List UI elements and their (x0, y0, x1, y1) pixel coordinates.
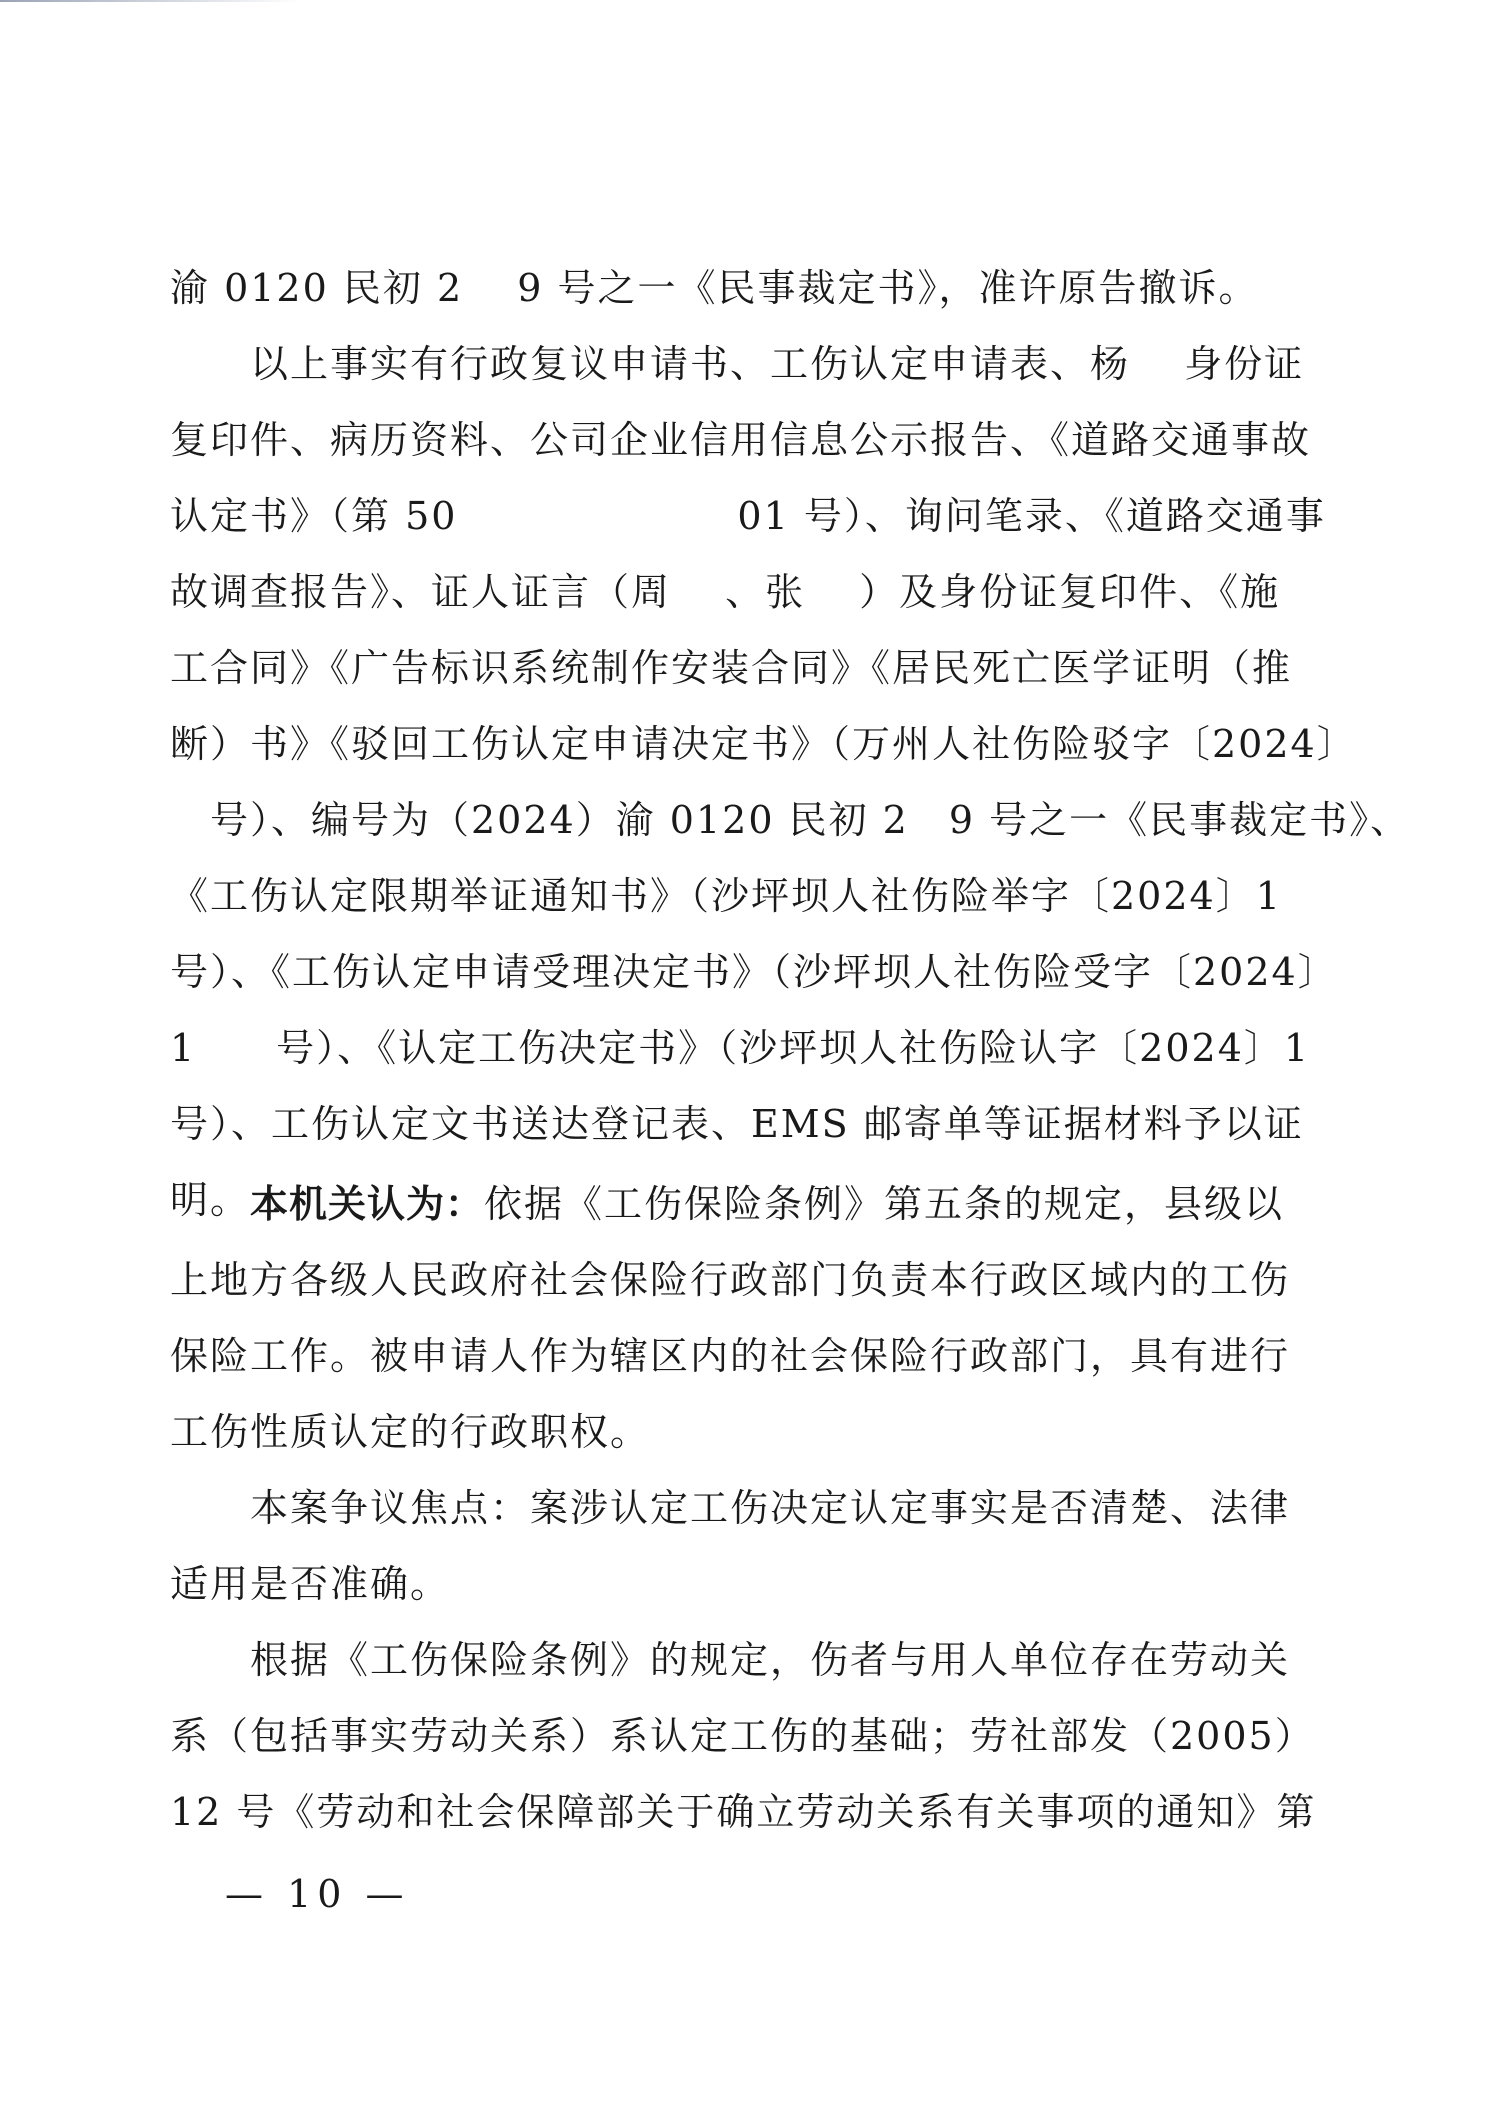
text-line: 认定书》（第 50 01 号）、询问笔录、《道路交通事 (170, 494, 1326, 538)
text-line: 保险工作。被申请人作为辖区内的社会保险行政部门，具有进行 (170, 1334, 1291, 1378)
text-line: 故调查报告》、证人证言（周 、张 ）及身份证复印件、《施 (170, 570, 1281, 614)
text-line: 12 号《劳动和社会保障部关于确立劳动关系有关事项的通知》第 (170, 1790, 1317, 1834)
text-line: 以上事实有行政复议申请书、工伤认定申请表、杨 身份证 (170, 342, 1305, 386)
opinion-first-line-text: 依据《工伤保险条例》第五条的规定，县级以 (484, 1182, 1285, 1226)
scan-edge-rule (0, 0, 300, 2)
text-line: 复印件、病历资料、公司企业信用信息公示报告、《道路交通事故 (170, 418, 1312, 462)
text-line: 系（包括事实劳动关系）系认定工伤的基础；劳社部发（2005） (170, 1714, 1315, 1758)
text-line: 根据《工伤保险条例》的规定，伤者与用人单位存在劳动关 (170, 1638, 1291, 1682)
text-line: 号）、编号为（2024）渝 0120 民初 2 9 号之一《民事裁定书》、 (170, 798, 1411, 842)
text-line: 1 号）、《认定工伤决定书》（沙坪坝人社伤险认字〔2024〕1 (170, 1026, 1311, 1070)
page-number: — 10 — (225, 1872, 410, 1916)
text-line: 本案争议焦点：案涉认定工伤决定认定事实是否清楚、法律 (170, 1486, 1291, 1530)
text-line: 明。 (170, 1178, 251, 1222)
text-line: 号）、《工伤认定申请受理决定书》（沙坪坝人社伤险受字〔2024〕 (170, 950, 1338, 994)
text-line: 断）书》《驳回工伤认定申请决定书》（万州人社伤险驳字〔2024〕 (170, 722, 1357, 766)
opinion-label: 本机关认为： (250, 1182, 485, 1226)
text-line: 上地方各级人民政府社会保险行政部门负责本行政区域内的工伤 (170, 1258, 1291, 1302)
text-line: 工合同》《广告标识系统制作安装合同》《居民死亡医学证明（推 (170, 646, 1293, 690)
evidence-paragraphs (170, 250, 1411, 1238)
opinion-first-line (170, 1166, 1285, 1242)
opinion-paragraphs (170, 1166, 1317, 1850)
text-line: 适用是否准确。 (170, 1562, 451, 1606)
text-line: 渝 0120 民初 2 9 号之一《民事裁定书》，准许原告撤诉。 (170, 266, 1259, 310)
text-line: 工伤性质认定的行政职权。 (170, 1410, 651, 1454)
text-line: 号）、工伤认定文书送达登记表、EMS 邮寄单等证据材料予以证 (170, 1102, 1304, 1146)
text-line: 《工伤认定限期举证通知书》（沙坪坝人社伤险举字〔2024〕1 (170, 874, 1282, 918)
